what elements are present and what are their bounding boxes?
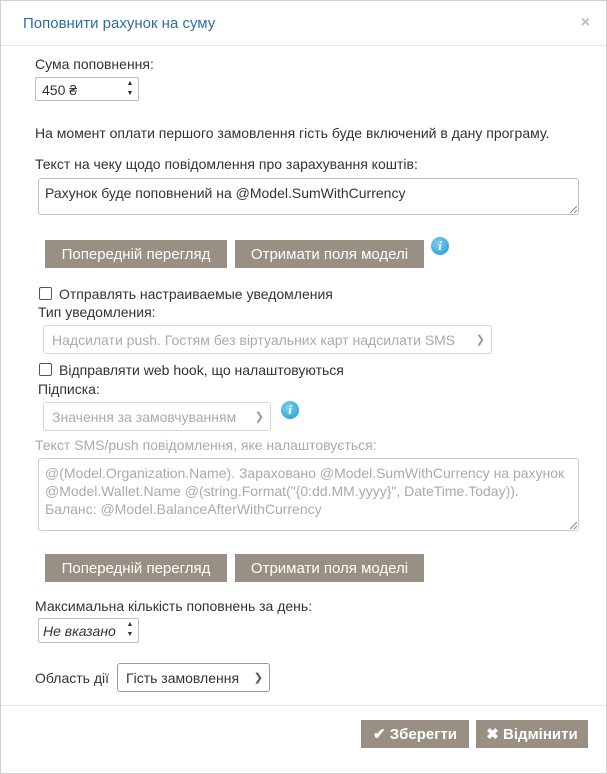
scope-label: Область дії [35, 670, 109, 686]
check-icon: ✔ [372, 726, 386, 743]
model-fields-button-2[interactable]: Отримати поля моделі [235, 554, 424, 582]
receipt-textarea[interactable] [38, 178, 579, 215]
save-label: Зберегти [389, 726, 458, 743]
amount-input[interactable] [35, 77, 139, 101]
resize-handle-icon[interactable] [569, 521, 577, 529]
preview-button[interactable]: Попередній перегляд [45, 240, 227, 268]
info-icon[interactable]: i [281, 401, 299, 419]
dialog-header [1, 1, 606, 46]
custom-notifications-checkbox[interactable] [39, 287, 52, 300]
sms-textarea[interactable] [38, 458, 579, 531]
save-button[interactable] [361, 720, 469, 748]
max-per-day-stepper[interactable]: ▲ ▼ [126, 621, 134, 638]
cancel-button[interactable] [476, 720, 588, 748]
sms-text: @(Model.Organization.Name). Зараховано @Model.SumWithCurrency на рахунок @Model.Wallet.Name @(string.Format("{0:dd.MM.yyyy}", DateTime.Today)). Баланс: @Model.BalanceAfterWithCurrency [45, 465, 565, 517]
webhook-label: Відправляти web hook, що налаштовуються [59, 362, 344, 378]
scope-value: Гість замовлення [126, 670, 240, 686]
notification-type-value: Надсилати push. Гостям без віртуальних карт надсилати SMS [52, 332, 456, 348]
chevron-down-icon: ❯ [475, 334, 485, 346]
info-text: На момент оплати першого замовлення гість буде включений в дану програму. [35, 125, 550, 141]
dialog-footer-divider [1, 705, 606, 706]
max-per-day-value: Не вказано [43, 623, 116, 639]
receipt-label: Текст на чеку щодо повідомлення про зарахування коштів: [35, 156, 418, 172]
dialog-title: Поповнити рахунок на суму [23, 15, 216, 32]
notification-type-select[interactable] [43, 325, 492, 354]
sms-text-label: Текст SMS/push повідомлення, яке налаштовується: [35, 437, 377, 453]
preview-button-2[interactable]: Попередній перегляд [45, 554, 227, 582]
info-icon[interactable]: i [431, 237, 449, 255]
custom-notifications-label: Отправлять настраиваемые уведомления [59, 286, 333, 302]
amount-stepper[interactable]: ▲ ▼ [126, 80, 134, 97]
subscription-select[interactable] [43, 402, 271, 431]
x-icon: ✖ [486, 726, 499, 743]
chevron-down-icon: ❯ [254, 411, 264, 423]
model-fields-button[interactable]: Отримати поля моделі [235, 240, 424, 268]
scope-select[interactable] [117, 663, 270, 692]
subscription-label: Підписка: [38, 381, 100, 397]
resize-handle-icon[interactable] [569, 205, 577, 213]
subscription-value: Значення за замовчуванням [52, 409, 237, 425]
notification-type-label: Тип уведомления: [38, 304, 156, 320]
chevron-down-icon: ❯ [253, 672, 263, 684]
amount-label: Сума поповнення: [35, 56, 154, 72]
max-per-day-input[interactable] [38, 618, 139, 643]
max-per-day-label: Максимальна кількість поповнень за день: [35, 598, 313, 614]
cancel-label: Відмінити [503, 726, 578, 743]
webhook-checkbox[interactable] [39, 363, 52, 376]
close-icon[interactable]: × [580, 14, 590, 31]
receipt-text: Рахунок буде поповнений на @Model.SumWithCurrency [45, 185, 406, 201]
amount-value: 450 ₴ [42, 82, 78, 98]
